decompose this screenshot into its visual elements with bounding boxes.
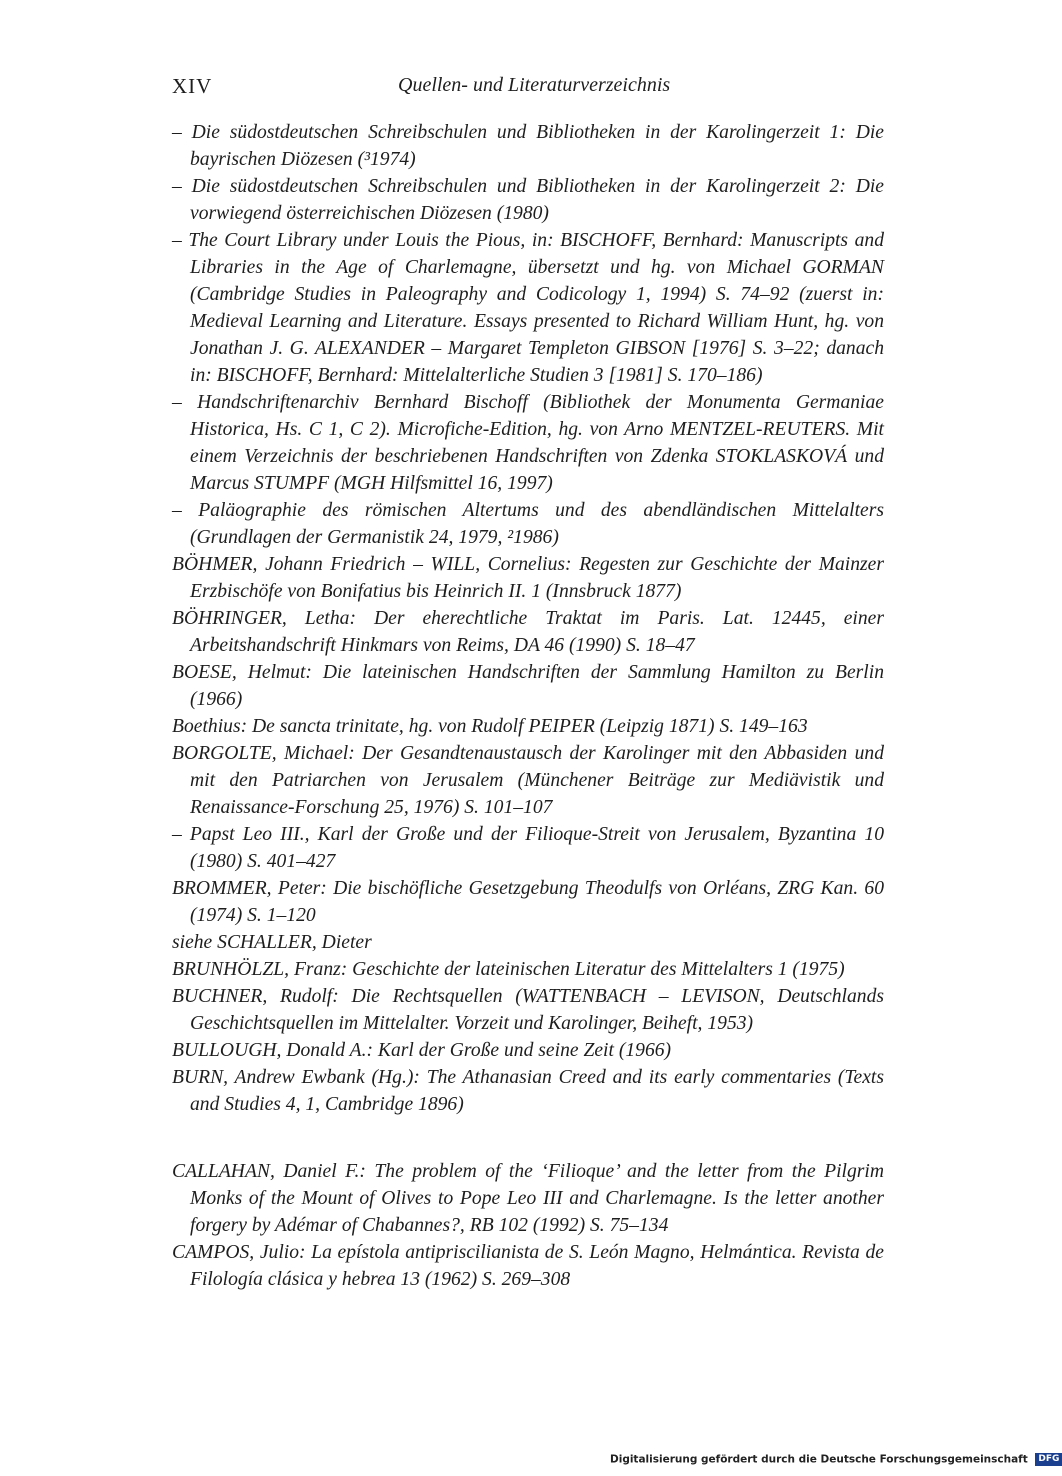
bibliography-entry: BOESE, Helmut: Die lateinischen Handschriften der Sammlung Hamilton zu Berlin (1966) (172, 662, 884, 710)
bibliography-entry: CAMPOS, Julio: La epístola antipriscilianista de S. León Magno, Helmántica. Revista de Filología clásica y hebrea 13 (1962) S. 269–308 (172, 1242, 884, 1290)
bibliography-entry: BUCHNER, Rudolf: Die Rechtsquellen (WATTENBACH – LEVISON, Deutschlands Geschichtsquellen im Mittelalter. Vorzeit und Karolinger, Beiheft, 1953) (172, 986, 884, 1034)
dfg-logo-icon: DFG (1035, 1453, 1062, 1466)
bibliography-list (172, 119, 884, 1293)
bibliography-entry: – The Court Library under Louis the Pious, in: BISCHOFF, Bernhard: Manuscripts and Libraries in the Age of Charlemagne, übersetzt und hg. von Michael GORMAN (Cambridge Studies in Paleography and Codicology 1, 1994) S. 74–92 (zuerst in: Medieval Learning and Literature. Essays presented to Richard William Hunt, hg. von Jonathan J. G. ALEXANDER – Margaret Templeton GIBSON [1976] S. 3–22; danach in: BISCHOFF, Bernhard: Mittelalterliche Studien 3 [1981] S. 170–186) (172, 230, 884, 386)
bibliography-entry: BÖHMER, Johann Friedrich – WILL, Cornelius: Regesten zur Geschichte der Mainzer Erzbischöfe von Bonifatius bis Heinrich II. 1 (Innsbruck 1877) (172, 554, 884, 602)
bibliography-entry: BRUNHÖLZL, Franz: Geschichte der lateinischen Literatur des Mittelalters 1 (1975) (172, 959, 845, 980)
bibliography-entry: – Paläographie des römischen Altertums und des abendländischen Mittelalters (Grundlagen der Germanistik 24, 1979, ²1986) (172, 500, 884, 548)
bibliography-entry: BULLOUGH, Donald A.: Karl der Große und seine Zeit (1966) (172, 1040, 672, 1061)
bibliography-entry: – Die südostdeutschen Schreibschulen und Bibliotheken in der Karolingerzeit 2: Die vorwiegend österreichischen Diözesen (1980) (172, 176, 884, 224)
bibliography-entry: BROMMER, Peter: Die bischöfliche Gesetzgebung Theodulfs von Orléans, ZRG Kan. 60 (1974) S. 1–120 (172, 878, 884, 926)
footer-text: Digitalisierung gefördert durch die Deutsche Forschungsgemeinschaft (610, 1453, 1028, 1466)
bibliography-entry: CALLAHAN, Daniel F.: The problem of the ‘Filioque’ and the letter from the Pilgrim Monks of the Mount of Olives to Pope Leo III and Charlemagne. Is the letter another forgery by Adémar of Chabannes?, RB 102 (1992) S. 75–134 (172, 1161, 884, 1236)
bibliography-entry: – Die südostdeutschen Schreibschulen und Bibliotheken in der Karolingerzeit 1: Die bayrischen Diözesen (³1974) (172, 122, 884, 170)
bibliography-entry: Boethius: De sancta trinitate, hg. von Rudolf PEIPER (Leipzig 1871) S. 149–163 (172, 716, 808, 737)
bibliography-entry: BURN, Andrew Ewbank (Hg.): The Athanasian Creed and its early commentaries (Texts and Studies 4, 1, Cambridge 1896) (172, 1067, 884, 1115)
page-number: XIV (172, 74, 213, 98)
bibliography-entry: BÖHRINGER, Letha: Der eherechtliche Traktat im Paris. Lat. 12445, einer Arbeitshandschrift Hinkmars von Reims, DA 46 (1990) S. 18–47 (172, 608, 884, 656)
bibliography-entry: – Papst Leo III., Karl der Große und der Filioque-Streit von Jerusalem, Byzantina 10 (1980) S. 401–427 (172, 824, 884, 872)
bibliography-cross-reference: siehe SCHALLER, Dieter (172, 932, 372, 953)
running-head: Quellen- und Literaturverzeichnis (398, 74, 671, 96)
bibliography-entry: BORGOLTE, Michael: Der Gesandtenaustausch der Karolinger mit den Abbasiden und mit den Patriarchen von Jerusalem (Münchener Beiträge zur Mediävistik und Renaissance-Forschung 25, 1976) S. 101–107 (172, 743, 884, 818)
bibliography-entry: – Handschriftenarchiv Bernhard Bischoff (Bibliothek der Monumenta Germaniae Historica, Hs. C 1, C 2). Microfiche-Edition, hg. von Arno MENTZEL-REUTERS. Mit einem Verzeichnis der beschriebenen Handschriften von Zdenka STOKLASKOVÁ und Marcus STUMPF (MGH Hilfsmittel 16, 1997) (172, 392, 884, 494)
footer-credit (610, 1453, 1062, 1466)
